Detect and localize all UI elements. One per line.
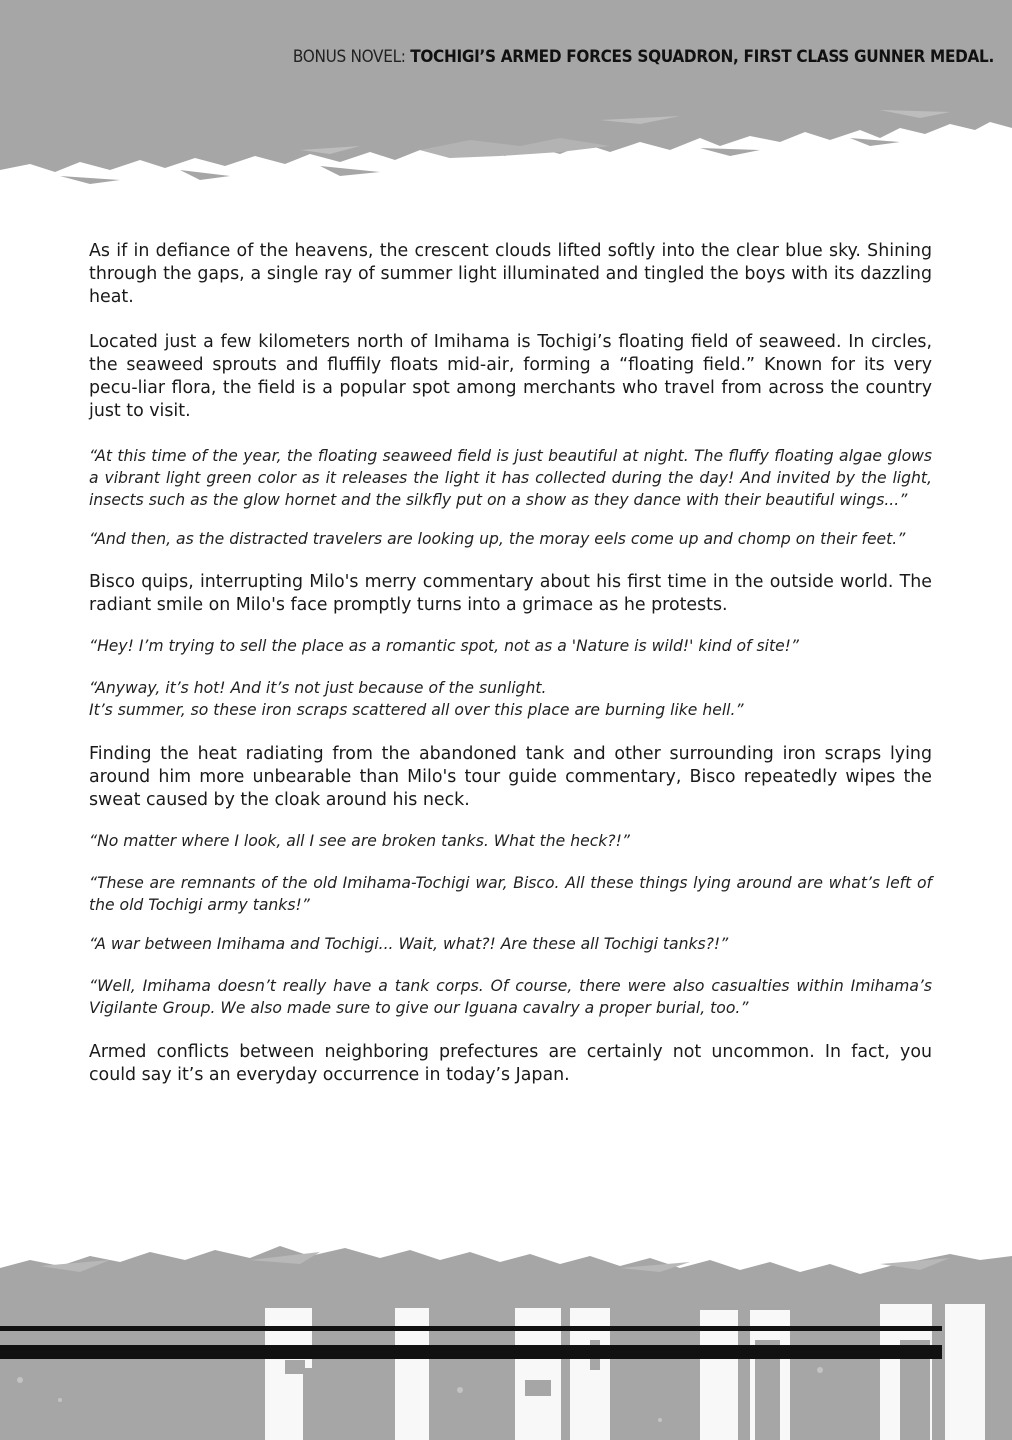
paragraph: As if in defiance of the heavens, the crescent clouds lifted softly into the clear blue sky. Shining through the gaps, a single ray of summer light illuminated and tingled the boys with its dazzling heat. (89, 241, 932, 307)
header-title-text: TOCHIGI’S ARMED FORCES SQUADRON, FIRST CLASS GUNNER MEDAL. (410, 47, 994, 67)
dialogue-line (89, 677, 932, 721)
bisco-logo-banner (0, 1230, 1012, 1440)
dialogue-line: “Well, Imihama doesn’t really have a tank corps. Of course, there were also casualties within Imihama’s Vigilante Group. We also made sure to give our Iguana cavalry a proper burial, too.” (89, 977, 932, 1017)
dialogue-line: “And then, as the distracted travelers are looking up, the moray eels come up and chomp on their feet.” (89, 530, 906, 548)
paragraph: Located just a few kilometers north of Imihama is Tochigi’s floating field of seaweed. In circles, the seaweed sprouts and fluffily floats mid-air, forming a “floating field.” Known for its very pecu-liar flora, the field is a popular spot among merchants who travel from across the country just to visit. (89, 332, 932, 421)
top-brush-banner (0, 0, 1012, 200)
header-prefix: BONUS NOVEL: (292, 47, 411, 67)
dialogue-line-2: It’s summer, so these iron scraps scattered all over this place are burning like hell.” (89, 701, 744, 719)
dialogue-line-1: “Anyway, it’s hot! And it’s not just because of the sunlight. (89, 679, 547, 697)
paragraph: Finding the heat radiating from the abandoned tank and other surrounding iron scraps lying around him more unbearable than Milo's tour guide commentary, Bisco repeatedly wipes the sweat caused by the cloak around his neck. (89, 744, 932, 810)
paragraph: Bisco quips, interrupting Milo's merry commentary about his first time in the outside world. The radiant smile on Milo's face promptly turns into a grimace as he protests. (89, 572, 932, 615)
paragraph: Armed conflicts between neighboring prefectures are certainly not uncommon. In fact, you could say it’s an everyday occurrence in today’s Japan. (89, 1042, 932, 1085)
novel-text (89, 240, 932, 1109)
header-title (293, 44, 994, 70)
dialogue-line: “Hey! I’m trying to sell the place as a romantic spot, not as a 'Nature is wild!' kind of site!” (89, 637, 799, 655)
dialogue-line: “At this time of the year, the floating seaweed field is just beautiful at night. The fluffy floating algae glows a vibrant light green color as it releases the light it has collected during the day! And invited by the light, insects such as the glow hornet and the silkfly put on a show as they dance with their beautiful wings...” (89, 447, 932, 509)
dialogue-line: “These are remnants of the old Imihama-Tochigi war, Bisco. All these things lying around are what’s left of the old Tochigi army tanks!” (89, 874, 932, 914)
dialogue-line: “A war between Imihama and Tochigi... Wait, what?! Are these all Tochigi tanks?!” (89, 935, 729, 953)
dialogue-line: “No matter where I look, all I see are broken tanks. What the heck?!” (89, 832, 630, 850)
